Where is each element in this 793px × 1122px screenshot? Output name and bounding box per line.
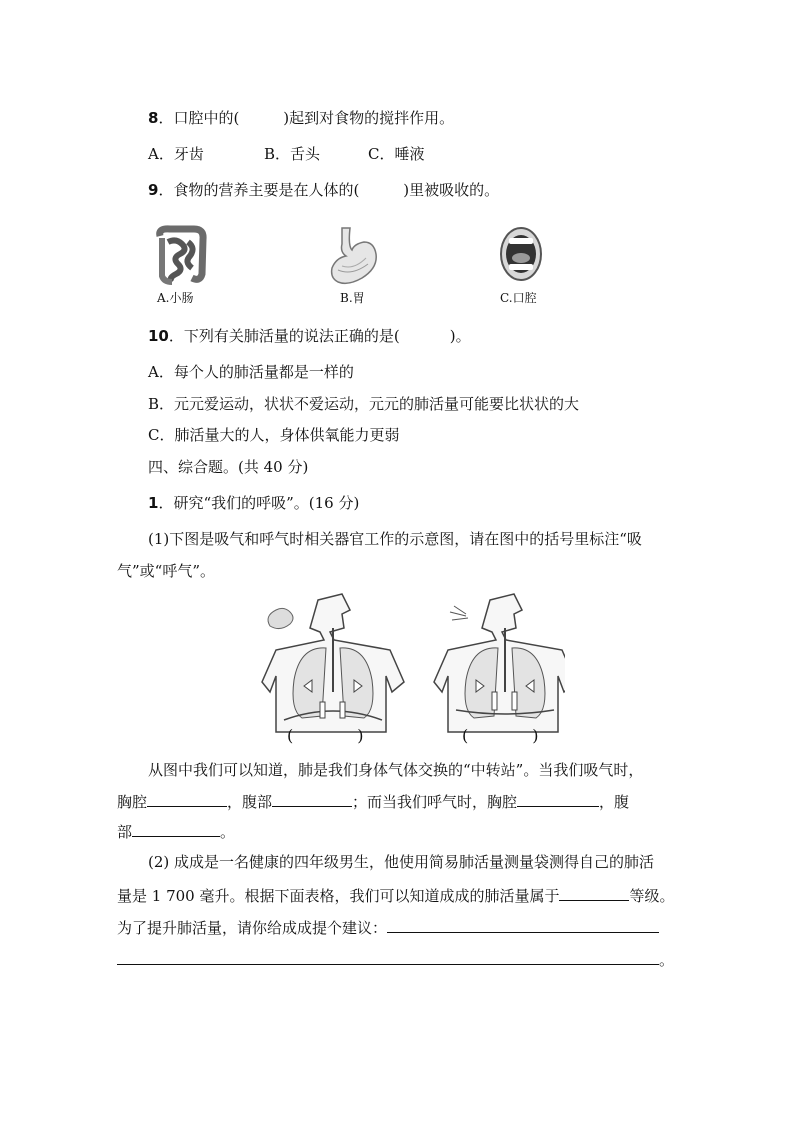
suggestion-blank-2[interactable] <box>117 948 659 965</box>
mouth-image <box>499 226 543 282</box>
question-number: 8 <box>148 109 159 127</box>
image-caption-c: C.口腔 <box>500 291 537 305</box>
image-caption-a: A.小肠 <box>157 291 194 305</box>
question-10-option-a: A．每个人的肺活量都是一样的 <box>148 363 354 381</box>
breathing-diagram <box>260 592 565 744</box>
question-text-before: ．食物的营养主要是在人体的( <box>158 181 360 199</box>
small-intestine-image <box>150 224 210 286</box>
question-number: 9 <box>148 181 159 199</box>
question-9 <box>148 180 499 200</box>
option-b: B．舌头 <box>264 145 321 163</box>
chest-exhale-blank[interactable] <box>517 790 599 807</box>
part2-sentence: 量是 1 700 毫升。根据下面表格，我们可以知道成成的肺活量属于 <box>117 887 560 905</box>
question-10-option-c: C．肺活量大的人，身体供氧能力更弱 <box>148 426 400 444</box>
figure-label-left[interactable] <box>287 726 364 746</box>
question-8 <box>148 108 454 128</box>
inhale-figure <box>434 594 565 732</box>
image-caption-b: B.胃 <box>340 291 365 305</box>
part1-text-line1: (1)下图是吸气和呼气时相关器官工作的示意图，请在图中的括号里标注“吸 <box>148 530 642 548</box>
abdomen-exhale-blank[interactable] <box>132 820 220 837</box>
label-abdomen-end: 部 <box>117 823 133 841</box>
option-c: C．唾液 <box>368 145 425 163</box>
explanation-line3 <box>117 820 235 842</box>
breathing-diagram-svg <box>260 592 565 744</box>
label-chest: 胸腔 <box>117 793 148 811</box>
label-exhale-chest: ；而当我们呼气时，胸腔 <box>352 793 518 811</box>
figure-label-right[interactable] <box>462 726 539 746</box>
part1-text-line2: 气”或“呼气”。 <box>117 562 216 580</box>
grade-level-blank[interactable] <box>559 884 629 901</box>
question-10 <box>148 326 471 346</box>
question-10-option-b: B．元元爱运动，状状不爱运动，元元的肺活量可能要比状状的大 <box>148 395 580 413</box>
question-text-after: )。 <box>449 327 471 345</box>
question-number: 1 <box>148 494 159 512</box>
question-text-before: ．口腔中的( <box>158 109 240 127</box>
part2-text-line2 <box>117 884 675 906</box>
question-number: 10 <box>148 327 169 345</box>
section-heading: 四、综合题。(共 40 分) <box>148 458 309 476</box>
part2-text-line4 <box>117 948 674 970</box>
question-8-options <box>148 144 424 164</box>
paren-open: ( <box>287 726 294 745</box>
label-abdomen-start: ，腹 <box>599 793 630 811</box>
small-intestine-icon <box>150 224 210 286</box>
suggestion-blank-1[interactable] <box>387 916 659 933</box>
mouth-icon <box>499 226 543 282</box>
period: 。 <box>220 823 236 841</box>
stomach-image <box>324 226 380 286</box>
question-text-after: )起到对食物的搅拌作用。 <box>283 109 455 127</box>
paren-open: ( <box>462 726 469 745</box>
option-a: A．牙齿 <box>148 145 204 163</box>
part2-text-line3 <box>117 916 659 938</box>
chest-inhale-blank[interactable] <box>147 790 227 807</box>
explanation-line1: 从图中我们可以知道，肺是我们身体气体交换的“中转站”。当我们吸气时， <box>148 761 644 779</box>
stomach-icon <box>324 226 380 286</box>
label-abdomen: ，腹部 <box>227 793 273 811</box>
comprehensive-question-1 <box>148 493 359 513</box>
period: 。 <box>659 951 675 969</box>
question-text-before: ．下列有关肺活量的说法正确的是( <box>168 327 400 345</box>
abdomen-inhale-blank[interactable] <box>272 790 352 807</box>
part2-sentence-end: 等级。 <box>629 887 675 905</box>
question-text-after: )里被吸收的。 <box>403 181 500 199</box>
exhale-figure <box>262 594 404 732</box>
suggestion-prompt: 为了提升肺活量，请你给成成提个建议： <box>117 919 388 937</box>
explanation-line2 <box>117 790 629 812</box>
paren-close: ) <box>532 726 539 745</box>
question-title: ．研究“我们的呼吸”。(16 分) <box>158 494 360 512</box>
paren-close: ) <box>357 726 364 745</box>
part2-text-line1: (2) 成成是一名健康的四年级男生，他使用简易肺活量测量袋测得自己的肺活 <box>148 853 655 871</box>
